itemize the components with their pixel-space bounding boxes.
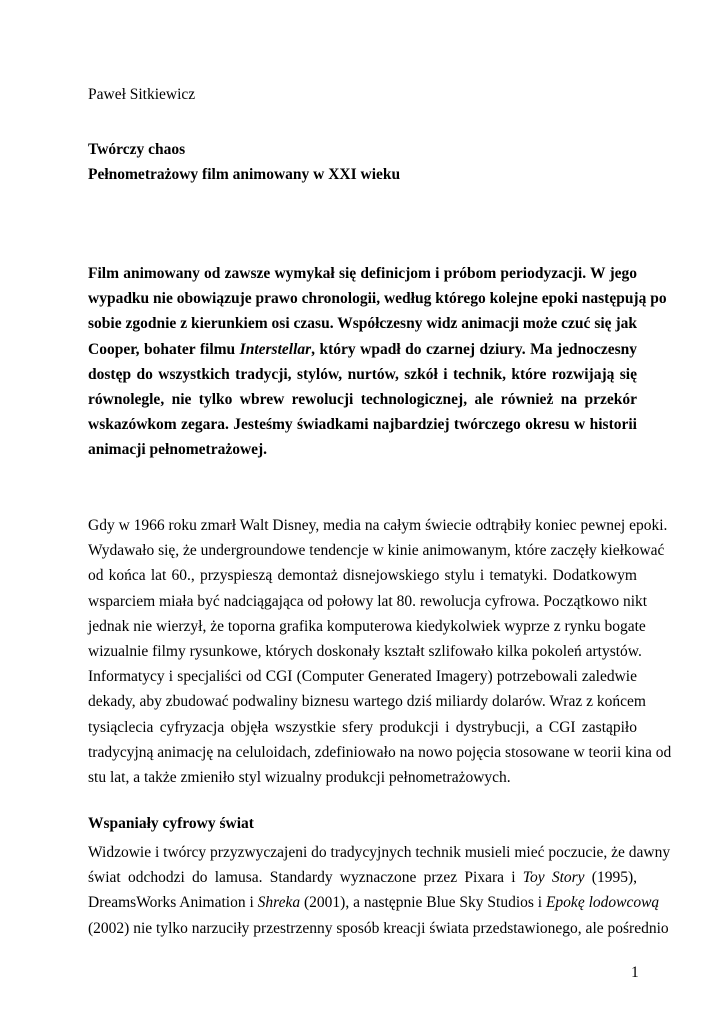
abstract-line [88,337,637,362]
author-name: Paweł Sitkiewicz [88,86,196,103]
body-paragraph-1 [88,513,672,790]
abstract-line: animacji pełnometrażowej. [88,441,268,459]
body-line: wizualnie filmy rysunkowe, których doskonały kształt szlifowało kilka pokoleń artystów. [88,643,642,661]
body-line: tysiąclecia cyfryzacja objęła wszystkie sfery produkcji i dystrybucji, a CGI zastąpiło [88,718,637,736]
body-line: Gdy w 1966 roku zmarł Walt Disney, media na całym świecie odtrąbiły koniec pewnej epoki. [88,517,668,534]
body-line: wsparciem miała być nadciągająca od połowy lat 80. rewolucja cyfrowa. Początkowo nikt [88,592,648,610]
body-line [88,890,660,915]
page-number: 1 [631,964,639,981]
title-subtitle: Pełnometrażowy film animowany w XXI wieku [88,166,401,183]
abstract-paragraph [88,261,667,463]
body-line: Widzowie i twórcy przyzwyczajeni do tradycyjnych technik musieli mieć poczucie, że dawny [88,844,671,861]
body-line: (2002) nie tylko narzuciły przestrzenny sposób kreacji świata przedstawionego, ale pośrednio [88,919,669,937]
body-text: (2001), a następnie Blue Sky Studios i [300,894,546,912]
abstract-line: wskazówkom zegara. Jesteśmy świadkami najbardziej twórczego okresu w historii [88,416,637,434]
body-line: tradycyjną animację na celuloidach, zdefiniowało na nowo pojęcia stosowane w teorii kina od [88,743,672,761]
abstract-line: Film animowany od zawsze wymykał się definicjom i próbom periodyzacji. W jego [88,265,637,282]
body-line: Informatycy i specjaliści od CGI (Computer Generated Imagery) potrzebowali zaledwie [88,668,637,686]
film-title-italic: Shreka [257,894,301,912]
film-title-italic: Interstellar [239,340,312,358]
abstract-line: wypadku nie obowiązuje prawo chronologii, według którego kolejne epoki następują po [88,290,667,308]
film-title-italic: Toy Story [522,869,585,887]
body-text: świat odchodzi do lamusa. Standardy wyznaczone przez Pixara i [88,869,523,887]
body-line: od końca lat 60., przyspieszą demontaż disnejowskiego stylu i tematyki. Dodatkowym [88,567,637,585]
body-text: DreamsWorks Animation i [88,894,258,912]
body-paragraph-2 [88,840,671,941]
section-heading: Wspaniały cyfrowy świat [88,815,254,832]
abstract-line: sobie zgodnie z kierunkiem osi czasu. Współczesny widz animacji może czuć się jak [88,315,637,333]
body-line: stu lat, a także zmieniło styl wizualny produkcji pełnometrażowych. [88,769,511,787]
abstract-text: , który wpadł do czarnej dziury. Ma jednoczesny [311,340,638,358]
body-line [88,865,637,890]
body-text: (1995), [584,869,637,887]
abstract-line: równolegle, nie tylko wbrew rewolucji technologicznej, ale również na przekór [88,391,637,409]
abstract-text: Cooper, bohater filmu [88,340,240,358]
title-main: Twórczy chaos [88,141,186,158]
abstract-line: dostęp do wszystkich tradycji, stylów, nurtów, szkół i technik, które rozwijają się [88,365,637,383]
body-line: jednak nie wierzył, że toporna grafika komputerowa kiedykolwiek wyprze z rynku bogate [88,617,646,635]
film-title-italic: Epokę lodowcową [545,894,660,912]
body-line: dekady, aby zbudować podwaliny biznesu wartego dziś miliardy dolarów. Wraz z końcem [88,693,646,711]
title-block [88,137,400,187]
body-line: Wydawało się, że undergroundowe tendencje w kinie animowanym, które zaczęły kiełkować [88,542,665,560]
